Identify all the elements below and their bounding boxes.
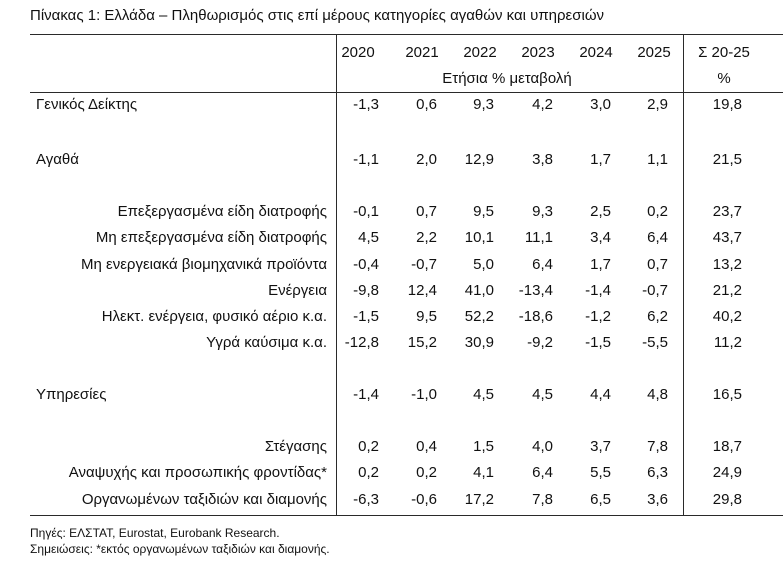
value-cell: 9,5: [473, 203, 494, 220]
table-notes: [30, 525, 330, 557]
value-cell: -1,5: [353, 308, 379, 325]
value-cell: 6,5: [590, 491, 611, 508]
sum-cell: 40,2: [712, 308, 742, 325]
year-header-2021: 2021: [405, 44, 439, 61]
year-header-2025: 2025: [637, 44, 671, 61]
value-cell: -12,8: [344, 334, 379, 351]
value-cell: 0,6: [416, 96, 437, 113]
value-cell: -0,1: [353, 203, 379, 220]
sum-cell: 21,2: [712, 282, 742, 299]
value-cell: -18,6: [518, 308, 553, 325]
inflation-table: [30, 34, 783, 516]
row-label: Αναψυχής και προσωπικής φροντίδας*: [68, 464, 327, 481]
row-label: Μη επεξεργασμένα είδη διατροφής: [95, 229, 327, 246]
row-label: Ηλεκτ. ενέργεια, φυσικό αέριο κ.α.: [101, 308, 327, 325]
value-cell: 6,4: [647, 229, 668, 246]
value-cell: -0,7: [411, 256, 437, 273]
value-cell: 7,8: [532, 491, 553, 508]
value-cell: 17,2: [464, 491, 494, 508]
year-header-2024: 2024: [579, 44, 613, 61]
value-cell: -0,6: [411, 491, 437, 508]
value-cell: 3,6: [647, 491, 668, 508]
sum-header: Σ 20-25: [698, 44, 750, 61]
value-cell: 4,2: [532, 96, 553, 113]
value-cell: 4,1: [473, 464, 494, 481]
value-cell: 0,2: [358, 464, 379, 481]
value-cell: 1,7: [590, 256, 611, 273]
value-cell: -0,7: [642, 282, 668, 299]
sum-cell: 16,5: [712, 386, 742, 403]
value-cell: 7,8: [647, 438, 668, 455]
sum-cell: 13,2: [712, 256, 742, 273]
value-cell: 52,2: [464, 308, 494, 325]
value-cell: 6,3: [647, 464, 668, 481]
row-label: Αγαθά: [36, 151, 79, 168]
subtitle-header: Ετήσια % μεταβολή: [442, 70, 572, 87]
value-cell: 4,5: [473, 386, 494, 403]
value-cell: 6,4: [532, 464, 553, 481]
value-cell: 0,2: [647, 203, 668, 220]
value-cell: 3,8: [532, 151, 553, 168]
label-column-divider: [336, 35, 337, 515]
row-label: Επεξεργασμένα είδη διατροφής: [117, 203, 327, 220]
value-cell: -0,4: [353, 256, 379, 273]
sum-cell: 21,5: [712, 151, 742, 168]
table-title: Πίνακας 1: Ελλάδα – Πληθωρισμός στις επί μέρους κατηγορίες αγαθών και υπηρεσιών: [30, 7, 605, 24]
value-cell: 2,2: [416, 229, 437, 246]
value-cell: 1,1: [647, 151, 668, 168]
value-cell: -13,4: [518, 282, 553, 299]
value-cell: 2,5: [590, 203, 611, 220]
row-label: Οργανωμένων ταξιδιών και διαμονής: [81, 491, 327, 508]
value-cell: 0,7: [647, 256, 668, 273]
sum-cell: 29,8: [712, 491, 742, 508]
sum-cell: 24,9: [712, 464, 742, 481]
value-cell: 12,9: [464, 151, 494, 168]
value-cell: 15,2: [407, 334, 437, 351]
value-cell: 41,0: [464, 282, 494, 299]
sum-cell: 18,7: [712, 438, 742, 455]
sum-cell: 23,7: [712, 203, 742, 220]
value-cell: -9,8: [353, 282, 379, 299]
row-label: Ενέργεια: [268, 282, 327, 299]
year-header-2023: 2023: [521, 44, 555, 61]
value-cell: -1,2: [585, 308, 611, 325]
value-cell: 12,4: [407, 282, 437, 299]
value-cell: 3,7: [590, 438, 611, 455]
row-label: Γενικός Δείκτης: [36, 96, 138, 113]
value-cell: 4,8: [647, 386, 668, 403]
header-divider: [30, 92, 783, 93]
value-cell: 0,4: [416, 438, 437, 455]
value-cell: 11,1: [524, 229, 553, 246]
row-label: Υγρά καύσιμα κ.α.: [206, 334, 327, 351]
row-label: Στέγασης: [264, 438, 327, 455]
year-header-2020: 2020: [341, 44, 375, 61]
value-cell: -1,3: [353, 96, 379, 113]
value-cell: 6,4: [532, 256, 553, 273]
row-label: Υπηρεσίες: [36, 386, 107, 403]
value-cell: -1,4: [585, 282, 611, 299]
value-cell: 4,0: [532, 438, 553, 455]
value-cell: 1,5: [473, 438, 494, 455]
sum-unit-header: %: [717, 70, 731, 87]
value-cell: -1,1: [353, 151, 379, 168]
value-cell: 4,5: [532, 386, 553, 403]
value-cell: 4,4: [590, 386, 611, 403]
sum-cell: 43,7: [712, 229, 742, 246]
value-cell: -1,4: [353, 386, 379, 403]
sum-column-divider: [683, 35, 684, 515]
value-cell: 0,2: [416, 464, 437, 481]
value-cell: 3,4: [590, 229, 611, 246]
sources-note: Πηγές: ΕΛΣΤΑΤ, Eurostat, Eurobank Research.: [30, 526, 280, 540]
value-cell: 4,5: [358, 229, 379, 246]
sum-cell: 19,8: [712, 96, 742, 113]
value-cell: -1,5: [585, 334, 611, 351]
value-cell: 2,9: [647, 96, 668, 113]
sum-cell: 11,2: [713, 334, 742, 351]
value-cell: -1,0: [411, 386, 437, 403]
value-cell: 3,0: [590, 96, 611, 113]
value-cell: 6,2: [647, 308, 668, 325]
value-cell: 5,5: [590, 464, 611, 481]
value-cell: 0,2: [358, 438, 379, 455]
value-cell: 1,7: [590, 151, 611, 168]
value-cell: 9,5: [416, 308, 437, 325]
value-cell: -9,2: [527, 334, 553, 351]
value-cell: 5,0: [473, 256, 494, 273]
value-cell: 10,1: [464, 229, 494, 246]
value-cell: 9,3: [532, 203, 553, 220]
value-cell: 0,7: [416, 203, 437, 220]
value-cell: 30,9: [464, 334, 494, 351]
year-header-2022: 2022: [463, 44, 497, 61]
value-cell: 2,0: [416, 151, 437, 168]
value-cell: 9,3: [473, 96, 494, 113]
value-cell: -6,3: [353, 491, 379, 508]
remarks-note: Σημειώσεις: *εκτός οργανωμένων ταξιδιών και διαμονής.: [30, 542, 330, 556]
row-label: Μη ενεργειακά βιομηχανικά προϊόντα: [81, 256, 327, 273]
value-cell: -5,5: [642, 334, 668, 351]
